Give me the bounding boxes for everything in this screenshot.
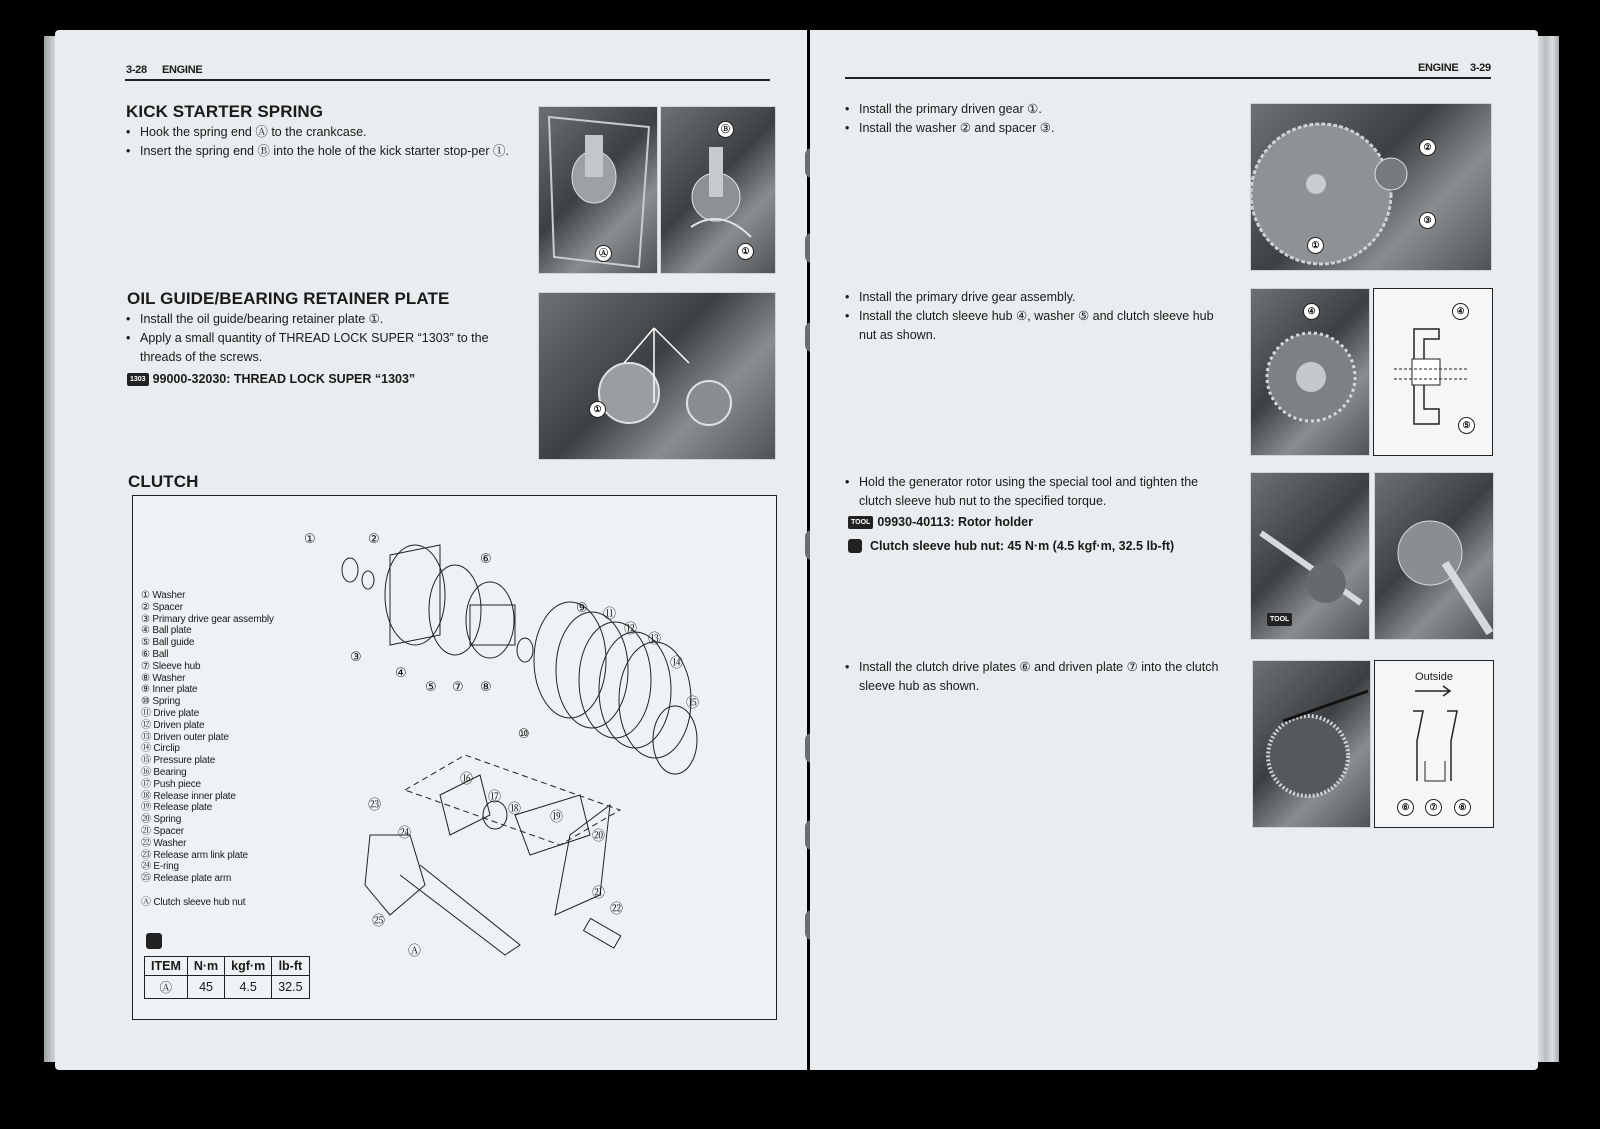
legend-item: ⑧ Washer [141, 672, 186, 684]
thread-lock-spec [127, 372, 415, 386]
torque-wrench-icon [146, 933, 162, 949]
legend-item: ㉓ Release arm link plate [141, 849, 248, 861]
diagram-callout: ㉔ [398, 826, 412, 841]
legend-item: ⑬ Driven outer plate [141, 731, 229, 743]
left-header-rule [125, 79, 770, 81]
legend-item: ⑭ Circlip [141, 743, 180, 755]
oil-guide-step: • Apply a small quantity of THREAD LOCK SUPER “1303” to the threads of the screws. [126, 329, 521, 367]
tool-spec [848, 515, 1033, 529]
diagram-callout: ⑰ [488, 790, 502, 805]
oil-guide-steps [126, 310, 521, 367]
diagram-callout: ④ [395, 666, 407, 681]
torque-cell: 4.5 [225, 976, 272, 999]
diagram-callout: ⑧ [480, 680, 492, 695]
legend-item: ② Spacer [141, 601, 183, 613]
legend-item: ⑳ Spring [141, 814, 182, 826]
diagram-callout: ⑮ [686, 696, 700, 711]
callout-3: ③ [1419, 212, 1436, 229]
oil-guide-photo [538, 292, 776, 460]
diagram-callout: ② [368, 532, 380, 547]
kick-starter-photo-1 [538, 106, 658, 274]
legend-item: ⑫ Driven plate [141, 719, 205, 731]
diagram-callout: Ⓐ [408, 944, 422, 959]
sleeve-hub-steps [845, 288, 1230, 345]
torque-cell: 45 [187, 976, 224, 999]
diagram-callout: ㉓ [368, 798, 382, 813]
primary-driven-steps [845, 100, 1225, 138]
torque-table [144, 956, 310, 999]
callout-1: ① [589, 401, 606, 418]
torque-text: Clutch sleeve hub nut: 45 N·m (4.5 kgf·m, 32.5 lb-ft) [870, 539, 1175, 553]
step: • Install the primary drive gear assembly. [845, 288, 1230, 307]
diagram-callout: ㉒ [610, 902, 624, 917]
callout-b: Ⓑ [717, 121, 734, 138]
diagram-callout: ㉕ [372, 914, 386, 929]
step: • Install the washer ② and spacer ③. [845, 119, 1225, 138]
clutch-exploded-diagram [304, 532, 750, 985]
clutch-legend [141, 590, 274, 909]
torque-header: lb-ft [272, 957, 309, 976]
callout-7: ⑦ [1425, 799, 1442, 816]
torque-header: kgf·m [225, 957, 272, 976]
legend-item: ㉕ Release plate arm [141, 873, 232, 885]
clutch-title: CLUTCH [128, 472, 199, 491]
torque-cell: 32.5 [272, 976, 309, 999]
left-page-number: 3-28 [126, 64, 147, 76]
legend-item: ⑥ Ball [141, 648, 169, 660]
rotor-holder-photo-1 [1250, 472, 1370, 640]
callout-2: ② [1419, 139, 1436, 156]
tool-icon: TOOL [1267, 613, 1292, 626]
rotor-holder-steps [845, 473, 1230, 511]
callout-6: ⑥ [1397, 799, 1414, 816]
diagram-callout: ① [304, 532, 316, 547]
callout-5: ⑤ [1458, 417, 1475, 434]
diagram-callout: ⑫ [624, 622, 638, 637]
legend-note: Ⓐ Clutch sleeve hub nut [141, 896, 246, 908]
oil-guide-title: OIL GUIDE/BEARING RETAINER PLATE [127, 289, 450, 308]
drive-plate-steps [845, 658, 1230, 696]
torque-header: N·m [187, 957, 224, 976]
diagram-callout: ⑭ [670, 656, 684, 671]
torque-cell: Ⓐ [145, 976, 188, 999]
step: • Install the clutch drive plates ⑥ and driven plate ⑦ into the clutch sleeve hub as shown. [845, 658, 1230, 696]
diagram-callout: ⑱ [508, 802, 522, 817]
diagram-callout: ⑦ [452, 680, 464, 695]
outside-label: Outside [1415, 671, 1453, 683]
legend-item: ⑰ Push piece [141, 778, 201, 790]
step: • Install the primary driven gear ①. [845, 100, 1225, 119]
right-header-rule [845, 77, 1491, 79]
diagram-callout: ⑪ [603, 607, 617, 622]
callout-a: Ⓐ [595, 245, 612, 262]
diagram-callout: ⑩ [518, 727, 530, 742]
kick-starter-photo-2 [660, 106, 776, 274]
legend-item: ㉔ E-ring [141, 861, 179, 873]
right-section-title: ENGINE [1418, 62, 1459, 74]
right-page-number: 3-29 [1470, 62, 1491, 74]
callout-6: ⑥ [1454, 799, 1471, 816]
left-section-title: ENGINE [162, 64, 203, 76]
callout-1: ① [1307, 237, 1324, 254]
thread-lock-icon: 1303 [127, 373, 149, 386]
kick-starter-title: KICK STARTER SPRING [126, 102, 324, 121]
legend-item: ⑪ Drive plate [141, 707, 199, 719]
step: • Install the clutch sleeve hub ④, washer ⑤ and clutch sleeve hub nut as shown. [845, 307, 1230, 345]
legend-item: ① Washer [141, 590, 186, 601]
diagram-callout: ⑬ [648, 632, 662, 647]
diagram-callout: ⑯ [460, 772, 474, 787]
callout-1: ① [737, 243, 754, 260]
legend-item: ⑲ Release plate [141, 802, 212, 814]
sleeve-hub-sketch [1373, 288, 1493, 456]
callout-4: ④ [1452, 303, 1469, 320]
drive-plate-sketch [1374, 660, 1494, 828]
oil-guide-step: • Install the oil guide/bearing retainer plate ①. [126, 310, 521, 329]
legend-item: ㉒ Washer [141, 837, 187, 849]
legend-item: ③ Primary drive gear assembly [141, 613, 274, 625]
diagram-callout: ⑤ [425, 680, 437, 695]
legend-item: ㉑ Spacer [141, 825, 184, 837]
torque-spec [848, 539, 1174, 553]
legend-item: ⑯ Bearing [141, 766, 187, 778]
diagram-callout: ⑥ [480, 552, 492, 567]
drive-plate-photo [1252, 660, 1371, 828]
legend-item: ⑦ Sleeve hub [141, 660, 201, 672]
kick-starter-steps [126, 123, 521, 161]
rotor-holder-photo-2 [1374, 472, 1494, 640]
callout-4: ④ [1303, 303, 1320, 320]
legend-item: ⑤ Ball guide [141, 637, 195, 649]
torque-wrench-icon [848, 539, 862, 553]
diagram-callout: ⑨ [576, 601, 588, 616]
legend-item: ④ Ball plate [141, 625, 192, 637]
right-page-edge [1537, 36, 1559, 1062]
diagram-callout: ③ [350, 650, 362, 665]
thread-lock-text: 99000-32030: THREAD LOCK SUPER “1303” [152, 372, 416, 386]
diagram-callout: ⑳ [592, 829, 606, 844]
tool-icon: TOOL [848, 516, 873, 529]
kick-starter-step: • Insert the spring end Ⓑ into the hole of the kick starter stop-per ①. [126, 142, 521, 161]
primary-gear-photo [1250, 103, 1492, 271]
tool-text: 09930-40113: Rotor holder [877, 515, 1033, 529]
legend-item: ⑨ Inner plate [141, 684, 198, 696]
diagram-callout: ㉑ [592, 886, 606, 901]
kick-starter-step: • Hook the spring end Ⓐ to the crankcase. [126, 123, 521, 142]
sleeve-hub-photo [1250, 288, 1370, 456]
step: • Hold the generator rotor using the special tool and tighten the clutch sleeve hub nut to the specified torque. [845, 473, 1230, 511]
torque-header: ITEM [145, 957, 188, 976]
legend-item: ⑩ Spring [141, 696, 181, 708]
diagram-callout: ⑲ [550, 810, 564, 825]
legend-item: ⑱ Release inner plate [141, 790, 236, 802]
legend-item: ⑮ Pressure plate [141, 755, 216, 767]
